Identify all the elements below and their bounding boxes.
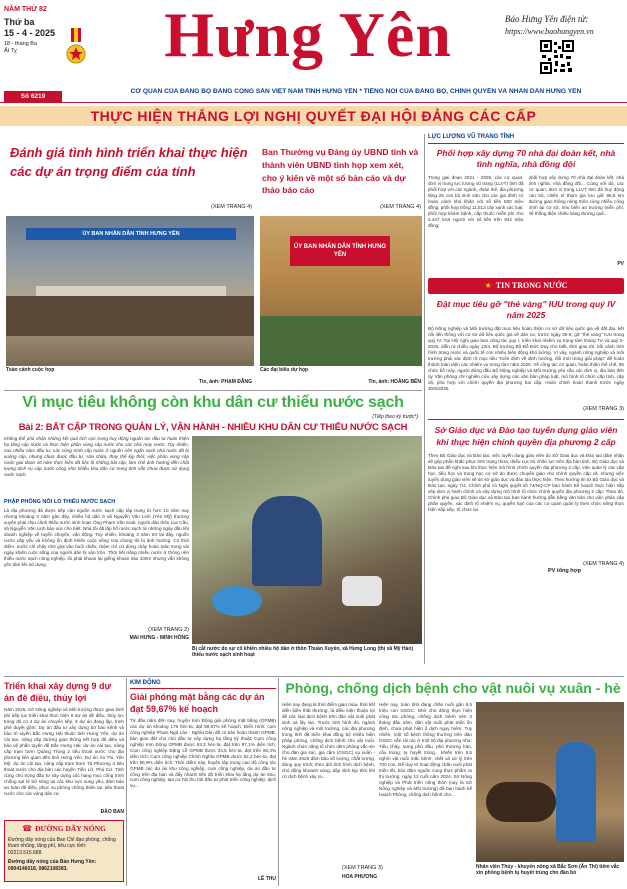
sidebar-col2: phối hợp xây dựng 70 nhà đại đoàn kết, nhà tình nghĩa, nhà đồng đội... Cùng với đó, các cơ quan, đơn vị trong LLVT tỉnh đã huy động cán bộ, chiến sĩ tham gia lưu giữ 86,8 km đường giao thông nông thôn cùng nhiều công trình tại cơ sở, nhu biển an trường miễn phí, hệ thống điện chiếu sáng đường quê...	[528, 175, 624, 217]
dikes-body: Năm 2025, Sở Nông nghiệp và Môi trường được giao kinh phí tiếp tục triển khai thực hiện 9 dự án đê điều, thủy lợi, trong đó có 4 dự án chuyển tiếp, 5 dự án đang lập, trình phê duyệt gồm: Dự án đầu tư xây dựng bờ bao kênh và bảo trì tuyến Bắc Hưng Hải thuộc tỉnh Hưng Yên; dự án cải tạo, nâng cấp đường giao thông kết hợp đê điều và bảo vệ phần tuyến đê Bắc Hưng Hải; dự án cải tạo, nâng cấp trạm bơm Quảng Trùng 2 tiêu thoát nước cho địa phương liên quan đến tỉnh Hưng Yên. Dự án Ân Thi, Yên Mỹ; dự án cải tạo, nâng cấp trạm bơm Tà Phương 3 tiêu thoát nước cho địa bàn các huyện Tiên Lữ, Phù Cừ. Tỉnh cũng chú trọng đầu tư xây dựng các hạng mục công trình chống sạt lở bờ sông tại các khu vực xung yếu, đảm bảo an toàn đê điều, phục vụ phòng chống thiên tai, tiêu thoát nước cho các vùng dân cư.	[4, 707, 124, 796]
sidebar	[428, 134, 624, 664]
land-title[interactable]: Giải phóng mặt bằng các dự án đạt 59,67% kế hoạch	[130, 691, 265, 714]
meeting-photo	[260, 216, 422, 366]
date-box	[4, 6, 64, 92]
sidebar-title[interactable]: Phối hợp xây dựng 70 nhà đại đoàn kết, nhà tình nghĩa, nhà đồng đội	[436, 147, 616, 170]
sidebar-col1: Trong giai đoạn 2021 - 2025, các cơ quan, đơn vị trong lực lượng vũ trang (LLVT) tỉnh đã phối hợp với các ngành, đoàn thể, địa phương tặng 25 con bò sinh sản cho các gia đình có hoàn cảnh khó khăn với số tiền 500 triệu đồng; phối hợp trồng 11.513 cây xanh các loại; phối hợp khám bệnh, cấp thuốc miễn phí cho 2.447 lượt người với số tiền trên 942 triệu đồng;	[428, 175, 524, 229]
hotline-box	[4, 820, 124, 882]
news-box-label: TIN TRONG NƯỚC	[495, 280, 568, 290]
water-kicker: (Tiếp theo kỳ trước*)	[372, 414, 418, 420]
land-kicker: KIM ĐỘNG	[130, 680, 276, 689]
water-photo	[192, 436, 422, 644]
livestock-headline[interactable]: Phòng, chống dịch bệnh cho vật nuôi vụ xuân - hè	[285, 680, 621, 696]
news-title[interactable]: Đặt mục tiêu gỡ "thẻ vàng" IUU trong quý IV năm 2025	[436, 298, 616, 321]
article-title[interactable]: Ban Thường vụ Đảng ủy UBND tỉnh và thành viên UBND tỉnh họp xem xét, cho ý kiến về một số bản cáo và dự thảo báo cáo	[262, 147, 419, 196]
phone-icon: ☎	[22, 823, 33, 833]
meeting-photo	[6, 216, 254, 366]
water-subtitle[interactable]: Bài 2: BẤT CẬP TRONG QUẢN LÝ, VẬN HÀNH - NHIỀU KHU DÂN CƯ THIẾU NƯỚC SẠCH	[18, 422, 408, 433]
land-credit: LÊ THU	[257, 875, 276, 882]
slogan: CƠ QUAN CỦA ĐẢNG BỘ ĐẢNG CỘNG SẢN VIỆT NAM TỈNH HƯNG YÊN * TIẾNG NÓI CỦA ĐẢNG BỘ, CHÍNH QUYỀN VÀ NHÂN DÂN HƯNG YÊN	[130, 88, 582, 95]
eportal-url[interactable]: https://www.baohungyen.vn	[505, 27, 594, 36]
sidebar-kicker: LỰC LƯỢNG VŨ TRANG TỈNH	[428, 134, 624, 144]
news-see-page: (XEM TRANG 3)	[583, 406, 624, 413]
article-land-clearance	[130, 680, 276, 886]
year-label: NĂM THỨ 82	[4, 6, 47, 13]
banner-text: THỰC HIỆN THẮNG LỢI NGHỊ QUYẾT ĐẠI HỘI ĐẢNG CÁC CẤP	[90, 108, 537, 124]
weekday: Thứ ba	[4, 16, 35, 27]
photo-banner: ỦY BAN NHÂN DÂN TỈNH HƯNG YÊN	[26, 228, 236, 240]
eportal-label: Báo Hưng Yên điện tử:	[505, 14, 589, 24]
edu-credit: PV tổng hợp	[548, 567, 581, 574]
date: 15 - 4 - 2025	[4, 28, 56, 38]
article-title[interactable]: Đánh giá tình hình triển khai thực hiện các dự án trọng điểm của tỉnh	[10, 145, 248, 179]
livestock-see-page: (XEM TRANG 3)	[342, 865, 383, 871]
photo-banner: ỦY BAN NHÂN DÂN TỈNH HƯNG YÊN	[290, 236, 390, 266]
article-clean-water	[4, 392, 422, 674]
article-livestock	[282, 678, 624, 886]
logo: Hưng Yên	[164, 0, 452, 70]
livestock-col2: Hiện nay, toàn tỉnh đang chăn nuôi gần 9,5 triệu con GSGC. Nhờ chủ động thực hiện công tác phòng, chống dịch bệnh nên 3 tháng đầu năm, đàn vật nuôi phát triển ổn định, chưa phát hiện ổ dịch nguy hiểm. Tuy nhiên, một số bệnh thông thường trên đàn GSGC vẫn rải rác ở một số địa phương như: Tiêu chảy, sưng phù đầu, phó thương hàn, cầu trùng, tụ huyết trùng... khiến trên 6,5 nghìn vật nuôi mắc bệnh, chết và xử lý trên 700 con. Để duy trì hoạt động chăn nuôi phát triển tốt, bảo đảm nguồn cung thực phẩm ra thị trường, ngày 12 cuối năm 2024, Sở Nông nghiệp và Phát triển nông thôn (nay là Sở Nông nghiệp và Môi trường) đã ban hành kế hoạch Phòng, chống dịch bệnh cho...	[379, 702, 472, 797]
land-body: Từ đầu năm đến nay, huyện Kim Động giải phóng mặt bằng (GPMB) các dự án khoảng 179 héc-ta, đạt 59,67% kế hoạch. Điển hình: cụm công nghiệp Phạm Ngũ Lão - Nghĩa Dân đã có bản hoàn thành GPMB, bàn giao đất cho chủ đầu tư xây dựng hạ tầng kỹ thuật; Cụm công nghiệp Kim Động GPMB được 53,3 héc-ta, đạt trên 87,1% diện tích; Cụm công nghiệp Đặng Lễ GPMB được 34,5 héc-ta, đạt trên 80,4% diện tích; Cụm công nghiệp Chính Nghĩa GPMB được 62,2 héc-ta, đạt trên 96,9% diện tích. Thời điểm này, huyện tập trung cao độ công tác GPMB các dự án khu công nghiệp, cụm công nghiệp, dự án đầu tư công trên địa bàn và đẩy nhanh tiến độ triển khai hạ tầng dự án khu, cụm công nghiệp, tạo cơ hội thu hút đầu tư phát triển công nghiệp, dịch vụ...	[130, 717, 276, 789]
photo-caption: Các đại biểu dự họp	[260, 367, 309, 373]
water-credit: MAI HƯNG - MINH HỒNG	[129, 634, 189, 641]
edu-body: Theo Bộ Giáo dục và Đào tạo, việc tuyển dụng giáo viên do Sở Giáo dục và Đào tạo đảm nhận sẽ góp phần khắc phục tình trạng thừa, thiếu cục bộ nhân lực trên địa bàn tỉnh. Bộ Giáo dục và Đào tạo đề nghị sau khi thực hiện mô hình chính quyền địa phương 2 cấp, việc quản lý các cấp học, tiểu học và trung học cơ sở do được chuyển giao cho chính quyền cấp xã, nhưng việc tuyển dụng giáo viên sẽ do sở giáo dục và đào tạo thực hiện. Theo hướng tin từ Bộ Giáo dục và Đào tạo, ngày 7/4, Chính phủ có Nghị quyết số 74/NQ-CP ban hành Kế hoạch thực hiện sắp xếp đơn vị hành chính và xây dựng mô hình tổ chức chính quyền địa phương 2 cấp. Theo đó, Chính phủ giao Bộ Giáo dục và Đào tạo ban hành hướng dẫn bằng văn bản cho việc phân cấp phân quyền, xác định rõ nhiệm vụ, quyền hạn của các cơ quan quản lý theo chức năng thực hiện sắp xếp, tổ chức lại.	[428, 452, 624, 512]
news-box	[428, 278, 624, 294]
qr-code-icon	[540, 40, 574, 74]
article-dikes	[4, 680, 124, 886]
water-photo-caption: Bị cắt nước do sự cố khiến nhiều hộ dân ở thôn Thuần Xuyên, xã Hưng Long (thị xã Mỹ Hào) thiếu nước sạch sinh hoạt	[192, 646, 414, 659]
article-standing-committee	[258, 136, 423, 386]
news-body: Bộ Nông nghiệp và Môi trường đặt mục tiêu hoàn thiện cơ sở dữ liệu quốc gia về đất đai, kết nối liên thông với cơ sở dữ liệu quốc gia về dân cư, trước ngày 30-6; gỡ "thẻ vàng" IUU trong quý IV. Tại Hội nghị giao ban công tác quý I, triển khai nhiệm vụ trọng tâm tháng Tư và quý II-2025, diễn ra chiều ngày 13/4, Bộ trưởng Bộ Đỗ Đức Duy cho biết, thời gian tới, bối cảnh tình hình trong nước và quốc tế còn nhiều biến động khó lường. Vì vậy, ngành nông nghiệp và môi trường phải xác định rõ mục tiêu "Kiên định về định hướng, đổi mới trong giải pháp" để hoàn thành toàn diện các nhiệm vụ trong tâm năm 2025. Về công tác cơ quan, hoàn thiện thể chế, 95 chức bổ máy, người đứng đầu Bộ Nông nghiệp và Môi trường yêu cầu các đơn vị, địa bàn tỉnh ủy Văn phòng chỉ nghiên cứu xây dựng các văn bản pháp luật, mô hình tổ chức cấp tỉnh, cấp xã, phủ hợp với chính quyền địa phương hai cấp. Hoàn chỉnh hoàn thành trước ngày 30/6/2025.	[428, 326, 624, 391]
livestock-col1: Hiện nay đang là thời điểm giao mùa, thời tiết diễn biến thất thường, là điều kiện thuận lợi để các loại dịch bệnh trên đàn vật nuôi phát sinh và lây lan. Trước tình hình đó, ngành nông nghiệp và môi trường, các địa phương trong tỉnh đã triển khai đồng bộ nhiều biện pháp phòng, chống dịch bệnh cho vật nuôi. Ngành chức năng tổ chức tiêm phòng vắc-xin cho đàn gia súc, gia cầm (GSGC) vụ xuân - hè năm 2025 đảm bảo số lượng, chất lượng, đúng quy trình; theo dõi tình hình dịch bệnh, chủ động khoanh vùng, dập dịch kịp thời khi có dịch bệnh xảy ra...	[282, 702, 375, 779]
dikes-title[interactable]: Triển khai xây dựng 9 dự án đê điều, thủy lợi	[4, 681, 112, 704]
hotline-1: Đường dây nóng của Ban Chỉ đạo phòng, chống tham nhũng, lãng phí, tiêu cực tỉnh: 02213.515.688.	[8, 836, 116, 857]
star-icon: ★	[484, 280, 492, 290]
see-page: (XEM TRANG 4)	[211, 204, 252, 210]
masthead	[0, 0, 627, 128]
article-credit: Tin, ảnh: PHẠM ĐĂNG	[199, 379, 252, 385]
livestock-credit: HOA PHƯƠNG	[342, 874, 378, 880]
banner	[0, 106, 627, 126]
sidebar-credit: PV	[617, 261, 624, 268]
hotline-2: Đường dây nóng của Báo Hưng Yên: 0904146018, 0862108383.	[8, 858, 97, 872]
hotline-title: ĐƯỜNG DÂY NÓNG	[35, 823, 106, 833]
water-section: PHẬP PHỒNG NỖI LO THIẾU NƯỚC SẠCH	[4, 499, 116, 505]
photo-caption: Toàn cảnh cuộc họp	[6, 367, 55, 373]
edu-title[interactable]: Sở Giáo dục và Đào tạo tuyển dụng giáo viên khi thực hiện chính quyền địa phương 2 cấp	[434, 425, 618, 448]
edu-see-page: (XEM TRANG 4)	[583, 560, 624, 567]
see-page: (XEM TRANG 4)	[380, 204, 421, 210]
water-headline[interactable]: Vì mục tiêu không còn khu dân cư thiếu nước sạch	[22, 394, 404, 411]
dikes-credit: ĐÀO BAN	[100, 809, 124, 816]
water-see-page: (XEM TRANG 2)	[148, 626, 189, 633]
medal-icon	[66, 28, 86, 70]
water-lead: Không thể phủ nhận những kết quả tích cực trong huy động nguồn lực đầu tư hoàn thiện hạ tầng cấp nước và thực hiện phân vùng cấp nước cho các nhà máy nước. Tuy nhiên, sau nhiều năm đầu tư, các công trình cấp nước ở nguồn nên ngắn sạch nhà nước đã bị xuống cấp, nhưng chưa được đầu tư, sửa chữa, thay thế kịp thời; việc phân vùng cấp nước giai đoạn 10 năm thực hiện đã bộc lộ những bất cập, làm chế ảnh hưởng đến chất lượng dịch vụ cấp nước cũng như nhiều khu dân cư trong tỉnh vẫn chưa được sử dụng nước sạch.	[4, 436, 189, 477]
article-key-projects	[4, 136, 254, 386]
cattle-photo	[476, 702, 624, 862]
water-body: Là địa phương đã được tiếp cận nguồn nước sạch cấp tập trung từ hơn 10 năm nay nhưng khoảng 3 năm gần đây, nhiều hộ dân ở xã Nguyễn Văn Linh (Yên Mỹ) thường xuyên phải chịu cảnh thiếu nước sinh hoạt. Ông Phạm Văn Soát, người dân thôn Lạc Cầu, xã Nguyễn Văn Linh bảo xúc cho biết: Nhà tôi đã lắp hố nước sạch từ những ngày đầu khi doanh nghiệp về tuyển chuyển, vận động. Tuy nhiên, khoảng 3 năm trở lại đây, nguồn nước cấp yếu và không ổn định khiến cuộc sống của chúng tôi bị ảnh hưởng. Có thời điểm, nước chỉ chảy nhỏ giọt vào buổi chiều, thậm chí cứ dùng chảy hoàn toàn trong vài ngày khiến cuộc sống của người dân bị xáo trộn. Thời tiết nắng nhiều nước ở thông nên thiếu nước sạch nông nghiệp, lôi phải khoan lại giếng khoan sâu 100m nhưng vẫn không yên tâm khi sử dụng.	[4, 507, 189, 567]
issue-number: Số 6219	[4, 91, 62, 102]
lunar-year: Ất Tỵ	[4, 48, 17, 55]
article-credit: Tin, ảnh: HOÀNG BẾN	[368, 379, 421, 385]
lunar-date: 18 - tháng Ba	[4, 41, 38, 48]
cattle-photo-caption: Nhân viên Thúy - khuyến nông xã Bắc Sơn (Ân Thi) tiêm vắc xin phòng bệnh tụ huyết trùng cho đàn bò	[476, 864, 620, 877]
